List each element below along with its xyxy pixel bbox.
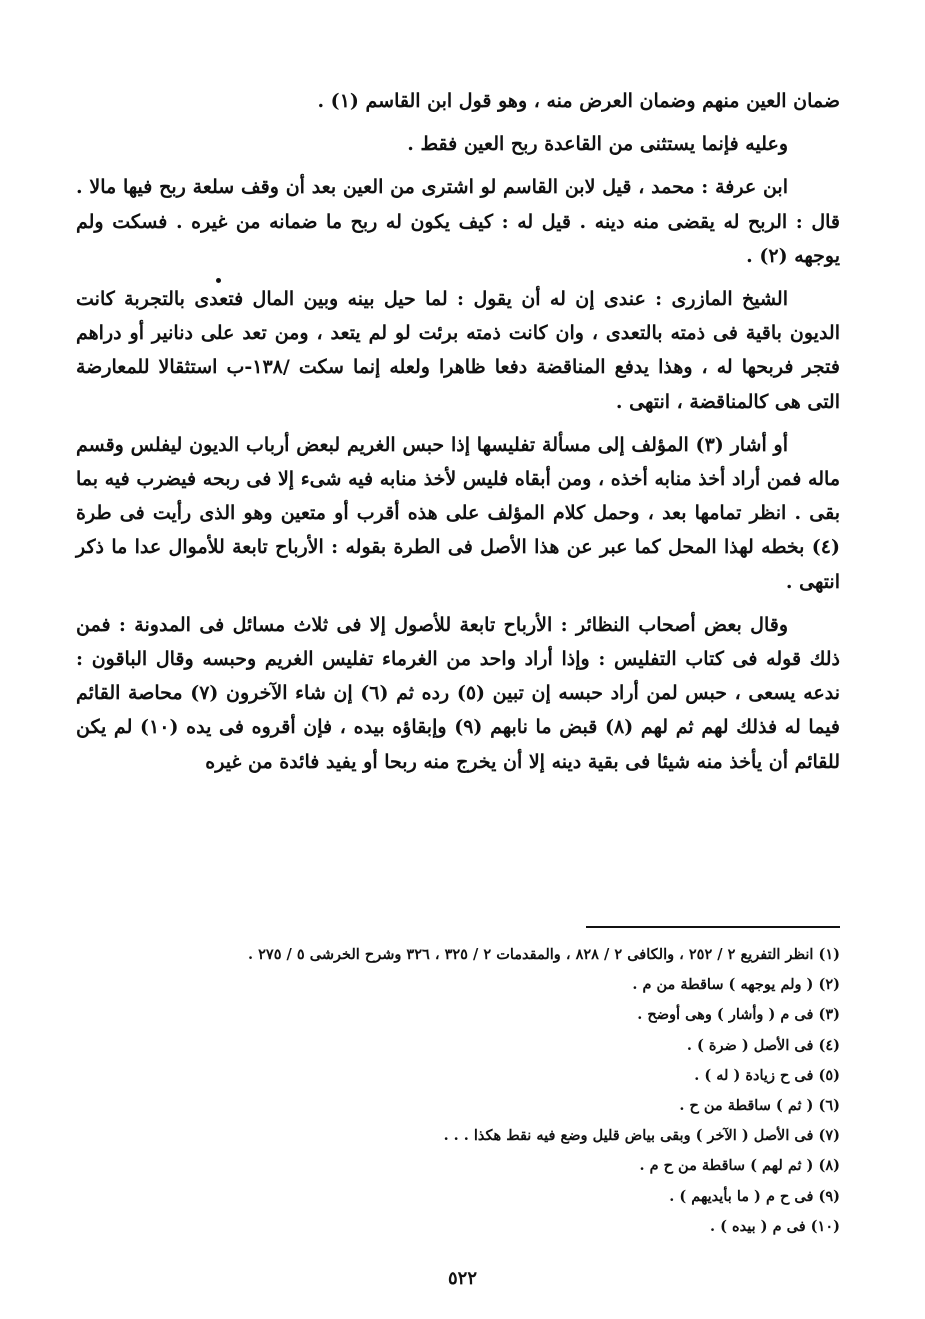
page-number: ٥٢٢ [447, 1268, 477, 1289]
footnote-10: (١٠) فى م ( بيده ) . [710, 1217, 840, 1235]
paragraph-3: ابن عرفة : محمد ، قيل لابن القاسم لو اشترى من العين بعد أن وقف سلعة ربح فيها مالا . قال : الربح له يقضى منه دينه . قيل له : كيف يكون له ربح ما ضمانه من غيره . فسكت ولم يوجهه (٢) . [76, 176, 840, 267]
footnote-8: (٨) ( ثم لهم ) ساقطة من ح م . [639, 1157, 840, 1175]
ink-dot [216, 278, 221, 283]
paragraph-2: وعليه فإنما يستثنى من القاعدة ربح العين فقط . [407, 133, 788, 156]
paragraph-4: الشيخ المازرى : عندى إن له أن يقول : لما حيل بينه وبين المال فتعدى بالتجربة كانت الديون باقية فى ذمته بالتعدى ، وان كانت ذمته برئت لو لم يتعد ، ومن تعد على دنانير أو دراهم فتجر فربحها له ، وهذا يدفع المناقضة دفعا ظاهرا ولعله إنما سكت /١٣٨-ب استثقالا للمعارضة التى هى كالمناقضة ، انتهى . [76, 288, 840, 413]
paragraph-6: وقال بعض أصحاب النظائر : الأرباح تابعة للأصول إلا فى ثلاث مسائل فى المدونة : فمن ذلك قوله فى كتاب التفليس : وإذا أراد واحد من الغرماء تفليس الغريم وحبسه وقال الباقون : ندعه يسعى ، حبس لمن أراد حبسه إن تبين (٥) رده ثم (٦) إن شاء الآخرون (٧) محاصة القائم فيما له فذلك لهم ثم لهم (٨) قبض ما نابهم (٩) وإبقاؤه بيده ، فإن أقروه فى يده (١٠) لم يكن للقائم أن يأخذ منه شيئا فى بقية دينه إلا أن يخرج منه ربحا أو يفيد فائدة من غيره [76, 613, 841, 773]
footnote-1: (١) انظر التفريع ٢ / ٢٥٢ ، والكافى ٢ / ٨٢٨ ، والمقدمات ٢ / ٣٢٥ ، ٣٢٦ وشرح الخرشى ٥ / ٢٧٥ . [248, 946, 840, 963]
footnote-divider [586, 926, 840, 928]
footnote-9: (٩) فى ح م ( ما بأيديهم ) . [669, 1187, 840, 1205]
footnotes [76, 940, 840, 1242]
footnote-2: (٢) ( ولم يوجهه ) ساقطة من م . [632, 976, 840, 994]
footnote-5: (٥) فى ح زيادة ( له ) . [694, 1066, 840, 1084]
paragraph-5: أو أشار (٣) المؤلف إلى مسألة تفليسها إذا حبس الغريم لبعض أرباب الديون ليفلس وقسم ماله فمن أراد أخذ منابه أخذه ، ومن أبقاه فليس لأخذ منابه فيه شىء إلا فى ربحه فيضرب فيه بما بقى . انظر تمامها بعد ، وحمل كلام المؤلف على هذه أقرب أو متعين وهو الذى رأيت فى طرة (٤) بخطه لهذا المحل كما عبر عن هذا الأصل فى الطرة بقوله : الأرباح تابعة للأموال عدا ما ذكر انتهى . [76, 433, 840, 593]
footnote-3: (٣) فى م ( وأشار ) وهى أوضح . [637, 1006, 840, 1024]
footnote-7: (٧) فى الأصل ( الآخر ) وبقى بياض قليل وضع فيه نقط هكذا . . . [443, 1127, 840, 1145]
main-text [76, 84, 840, 788]
paragraph-1: ضمان العين منهم وضمان العرض منه ، وهو قول ابن القاسم (١) . [317, 90, 840, 112]
footnote-6: (٦) ( ثم ) ساقطة من ح . [679, 1096, 840, 1114]
footnote-4: (٤) فى الأصل ( ضرة ) . [686, 1036, 840, 1054]
